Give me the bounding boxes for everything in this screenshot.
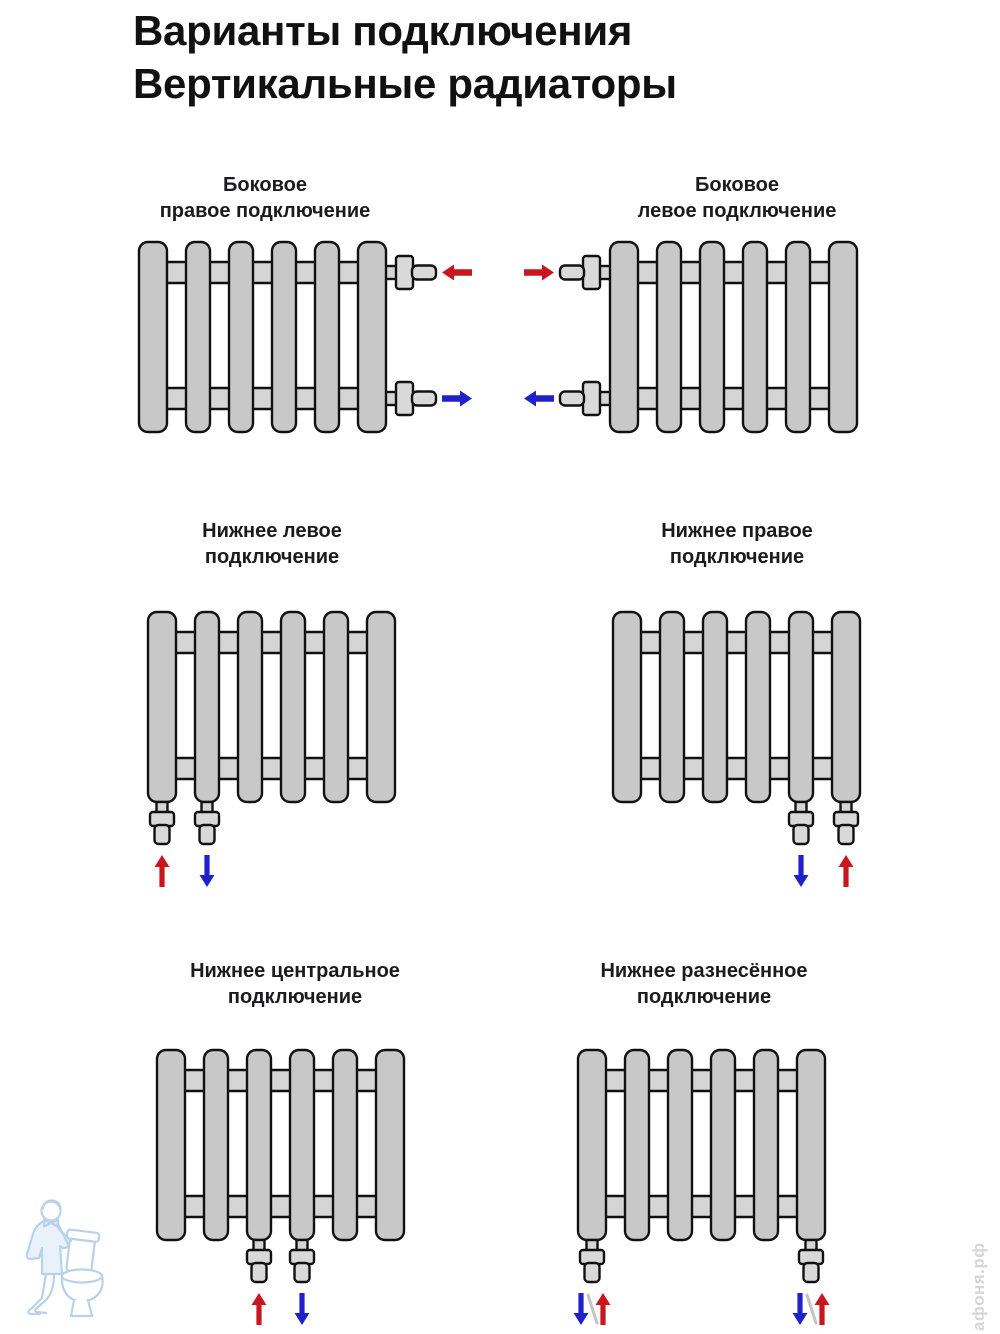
radiator — [613, 612, 860, 802]
supply-arrow — [252, 1293, 267, 1325]
label-line-1: Боковое — [695, 174, 779, 196]
label-bottom-left — [112, 518, 432, 570]
valve — [789, 802, 813, 844]
supply-arrow — [155, 855, 170, 887]
diagram-side-left-radiator — [523, 238, 867, 444]
radiator — [578, 1050, 825, 1240]
valve — [247, 1240, 271, 1282]
label-line-2: подключение — [204, 546, 340, 568]
label-line-2: левое подключение — [637, 200, 837, 222]
return-arrow — [794, 855, 809, 887]
radiator — [157, 1050, 404, 1240]
radiator — [610, 242, 857, 432]
diagram-bottom-right-radiator — [605, 608, 871, 896]
label-line-1: Нижнее правое — [661, 520, 813, 542]
label-line-2: подключение — [636, 986, 772, 1008]
valves — [560, 256, 600, 415]
plumber-shoes — [28, 1307, 46, 1314]
radiator — [139, 242, 386, 432]
label-side-left — [577, 172, 897, 224]
label-line-1: Боковое — [223, 174, 307, 196]
watermark-site: афоня.рф — [969, 1242, 988, 1331]
supply-arrow — [524, 265, 554, 281]
label-bottom-spread — [544, 958, 864, 1010]
diagram-bottom-center-radiator — [149, 1046, 415, 1334]
label-bottom-center — [135, 958, 455, 1010]
arrow-separator-slash — [588, 1295, 597, 1323]
label-line-2: подключение — [669, 546, 805, 568]
plumber-legs — [32, 1274, 54, 1308]
return-arrow — [442, 391, 472, 407]
return-arrow — [524, 391, 554, 407]
valve — [195, 802, 219, 844]
diagram-bottom-left-radiator — [140, 608, 406, 896]
label-side-right — [105, 172, 425, 224]
valve — [290, 1240, 314, 1282]
diagram-bottom-spread-radiator — [570, 1046, 836, 1334]
valves — [396, 256, 436, 415]
toilet-seat — [62, 1270, 102, 1283]
title-line-2: Вертикальные радиаторы — [133, 60, 677, 107]
label-bottom-right — [577, 518, 897, 570]
valve — [799, 1240, 823, 1282]
supply-arrow — [839, 855, 854, 887]
return-arrow — [295, 1293, 310, 1325]
return-arrow — [200, 855, 215, 887]
radiator — [148, 612, 395, 802]
supply-arrow — [596, 1293, 611, 1325]
label-line-1: Нижнее центральное — [190, 960, 400, 982]
mirrored-radiator-group — [524, 242, 857, 432]
label-line-2: подключение — [227, 986, 363, 1008]
valve — [580, 1240, 604, 1282]
toilet-base — [71, 1300, 92, 1316]
arrow-separator-slash — [807, 1295, 816, 1323]
return-arrow — [574, 1293, 589, 1325]
plumber-body — [27, 1220, 69, 1274]
title-line-1: Варианты подключения — [133, 7, 633, 54]
diagram-side-right-radiator — [135, 238, 479, 444]
label-line-1: Нижнее левое — [202, 520, 342, 542]
return-arrow — [793, 1293, 808, 1325]
supply-arrow — [815, 1293, 830, 1325]
supply-arrow — [442, 265, 472, 281]
page-title — [133, 4, 677, 110]
valve — [150, 802, 174, 844]
valve — [834, 802, 858, 844]
toilet-tank — [63, 1229, 100, 1274]
label-line-2: правое подключение — [159, 200, 371, 222]
label-line-1: Нижнее разнесённое — [600, 960, 808, 982]
plumber-watermark-logo — [6, 1186, 118, 1328]
